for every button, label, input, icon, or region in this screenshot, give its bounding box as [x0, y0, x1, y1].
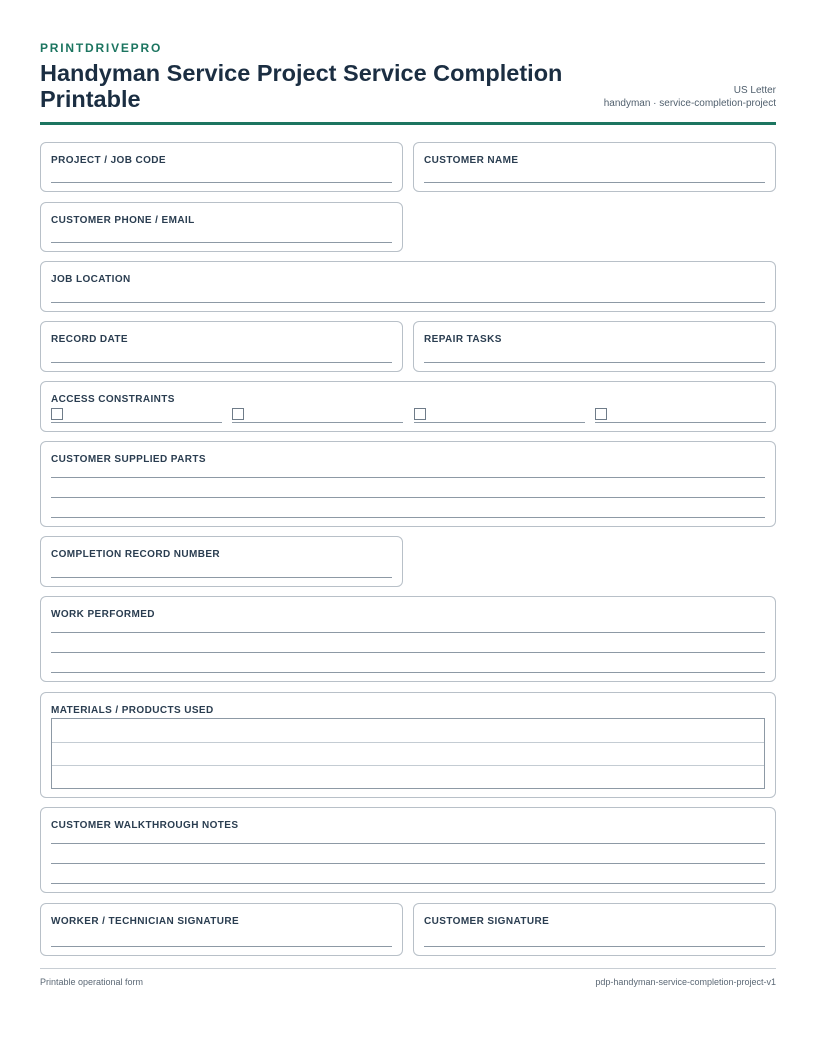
writing-line	[51, 672, 765, 673]
job-location-label: JOB LOCATION	[51, 274, 131, 285]
writing-line	[51, 632, 765, 633]
customer-phone-email-field[interactable]	[40, 202, 403, 252]
project-job-code-line	[51, 182, 392, 183]
page-title: Handyman Service Project Service Completion Printable	[40, 60, 563, 112]
job-location-field[interactable]	[40, 261, 776, 312]
brand-name: PRINTDRIVEPRO	[40, 41, 163, 55]
project-job-code-field[interactable]	[40, 142, 403, 192]
customer-supplied-parts-label: CUSTOMER SUPPLIED PARTS	[51, 454, 206, 465]
worker-signature-field[interactable]	[40, 903, 403, 956]
repair-tasks-line	[424, 362, 765, 363]
form-id: pdp-handyman-service-completion-project-v1	[595, 977, 776, 987]
customer-signature-label: CUSTOMER SIGNATURE	[424, 916, 550, 927]
access-constraint-option-1	[51, 408, 222, 424]
checkbox[interactable]	[595, 408, 607, 420]
header-divider	[40, 122, 776, 125]
customer-supplied-parts-field[interactable]	[40, 441, 776, 527]
repair-tasks-label: REPAIR TASKS	[424, 334, 502, 345]
option-line[interactable]	[595, 422, 766, 423]
record-date-line	[51, 362, 392, 363]
work-performed-label: WORK PERFORMED	[51, 609, 155, 620]
completion-record-number-line	[51, 577, 392, 578]
footer-note: Printable operational form	[40, 977, 144, 987]
option-line[interactable]	[232, 422, 403, 423]
form-path: handyman · service-completion-project	[603, 98, 776, 109]
writing-line	[51, 477, 765, 478]
customer-name-label: CUSTOMER NAME	[424, 155, 519, 166]
paper-size: US Letter	[733, 85, 776, 96]
option-line[interactable]	[51, 422, 222, 423]
customer-name-field[interactable]	[413, 142, 776, 192]
worker-signature-label: WORKER / TECHNICIAN SIGNATURE	[51, 916, 240, 927]
form-meta	[604, 84, 776, 110]
customer-phone-email-label: CUSTOMER PHONE / EMAIL	[51, 215, 195, 226]
access-constraint-option-3	[414, 408, 585, 424]
checkbox[interactable]	[414, 408, 426, 420]
record-date-field[interactable]	[40, 321, 403, 372]
repair-tasks-field[interactable]	[413, 321, 776, 372]
checkbox[interactable]	[51, 408, 63, 420]
form-page	[40, 0, 776, 1056]
writing-line	[51, 517, 765, 518]
customer-walkthrough-notes-field[interactable]	[40, 807, 776, 893]
materials-products-used-field	[40, 692, 776, 798]
worker-signature-line	[51, 946, 392, 947]
access-constraint-option-2	[232, 408, 403, 424]
work-performed-field[interactable]	[40, 596, 776, 682]
customer-walkthrough-notes-label: CUSTOMER WALKTHROUGH NOTES	[51, 820, 239, 831]
job-location-line	[51, 302, 765, 303]
customer-phone-email-line	[51, 242, 392, 243]
option-line[interactable]	[414, 422, 585, 423]
writing-line	[51, 652, 765, 653]
writing-line	[51, 883, 765, 884]
footer-divider	[40, 968, 776, 969]
materials-table	[51, 718, 765, 789]
access-constraint-option-4	[595, 408, 766, 424]
writing-line	[51, 863, 765, 864]
writing-line	[51, 843, 765, 844]
completion-record-number-label: COMPLETION RECORD NUMBER	[51, 549, 221, 560]
writing-line	[51, 497, 765, 498]
project-job-code-label: PROJECT / JOB CODE	[51, 155, 166, 166]
table-row-divider	[52, 742, 764, 743]
record-date-label: RECORD DATE	[51, 334, 128, 345]
table-row-divider	[52, 765, 764, 766]
checkbox[interactable]	[232, 408, 244, 420]
access-constraints-field	[40, 381, 776, 432]
completion-record-number-field[interactable]	[40, 536, 403, 587]
materials-products-used-label: MATERIALS / PRODUCTS USED	[51, 705, 214, 716]
customer-signature-line	[424, 946, 765, 947]
customer-name-line	[424, 182, 765, 183]
customer-signature-field[interactable]	[413, 903, 776, 956]
access-constraints-label: ACCESS CONSTRAINTS	[51, 394, 175, 405]
